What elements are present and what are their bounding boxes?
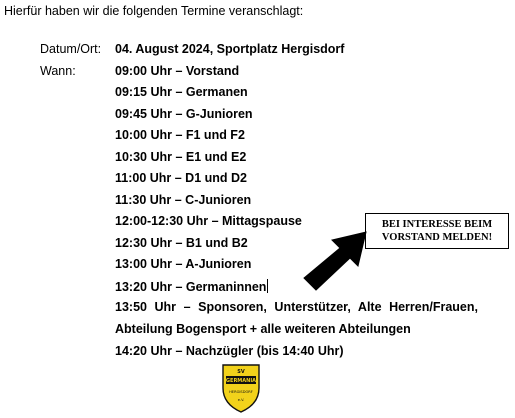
schedule-item: 12:30 Uhr – B1 und B2 [115, 236, 248, 250]
schedule-item: 09:00 Uhr – Vorstand [115, 64, 240, 78]
schedule-item: 12:00-12:30 Uhr – Mittagspause [115, 214, 302, 228]
schedule-item: 13:00 Uhr – A-Junioren [115, 257, 252, 271]
schedule-item: 11:30 Uhr – C-Junioren [115, 193, 252, 207]
sponsor-line-1: 13:50 Uhr – Sponsoren, Unterstützer, Alte Herren/Frauen, [115, 300, 478, 314]
text-cursor [267, 279, 268, 293]
logo-club-text: GERMANIA [225, 378, 257, 384]
label-datum-ort: Datum/Ort: [40, 42, 102, 56]
schedule-item-with-cursor[interactable] [115, 279, 268, 294]
label-wann: Wann: [40, 64, 76, 78]
logo-top-text: SV [237, 369, 245, 375]
logo-bottom-text: HERGISDORF [229, 390, 253, 394]
notice-box [365, 213, 509, 249]
logo-suffix: e.V. [237, 398, 245, 402]
sponsor-line-2: Abteilung Bogensport + alle weiteren Abteilungen [115, 322, 411, 336]
intro-text: Hierfür haben wir die folgenden Termine veranschlagt: [4, 4, 304, 18]
schedule-item: 11:00 Uhr – D1 und D2 [115, 171, 247, 185]
schedule-item: 10:00 Uhr – F1 und F2 [115, 128, 245, 142]
schedule-item: 10:30 Uhr – E1 und E2 [115, 150, 247, 164]
schedule-item: 13:20 Uhr – Germaninnen [115, 280, 267, 294]
notice-line-2: VORSTAND MELDEN! [381, 232, 493, 243]
schedule-item: 09:45 Uhr – G-Junioren [115, 107, 253, 121]
arrow-icon [300, 230, 372, 292]
club-logo [220, 362, 262, 414]
last-entry: 14:20 Uhr – Nachzügler (bis 14:40 Uhr) [115, 344, 344, 358]
date-location: 04. August 2024, Sportplatz Hergisdorf [115, 42, 345, 56]
notice-line-1: BEI INTERESSE BEIM [381, 219, 493, 230]
schedule-item: 09:15 Uhr – Germanen [115, 85, 248, 99]
